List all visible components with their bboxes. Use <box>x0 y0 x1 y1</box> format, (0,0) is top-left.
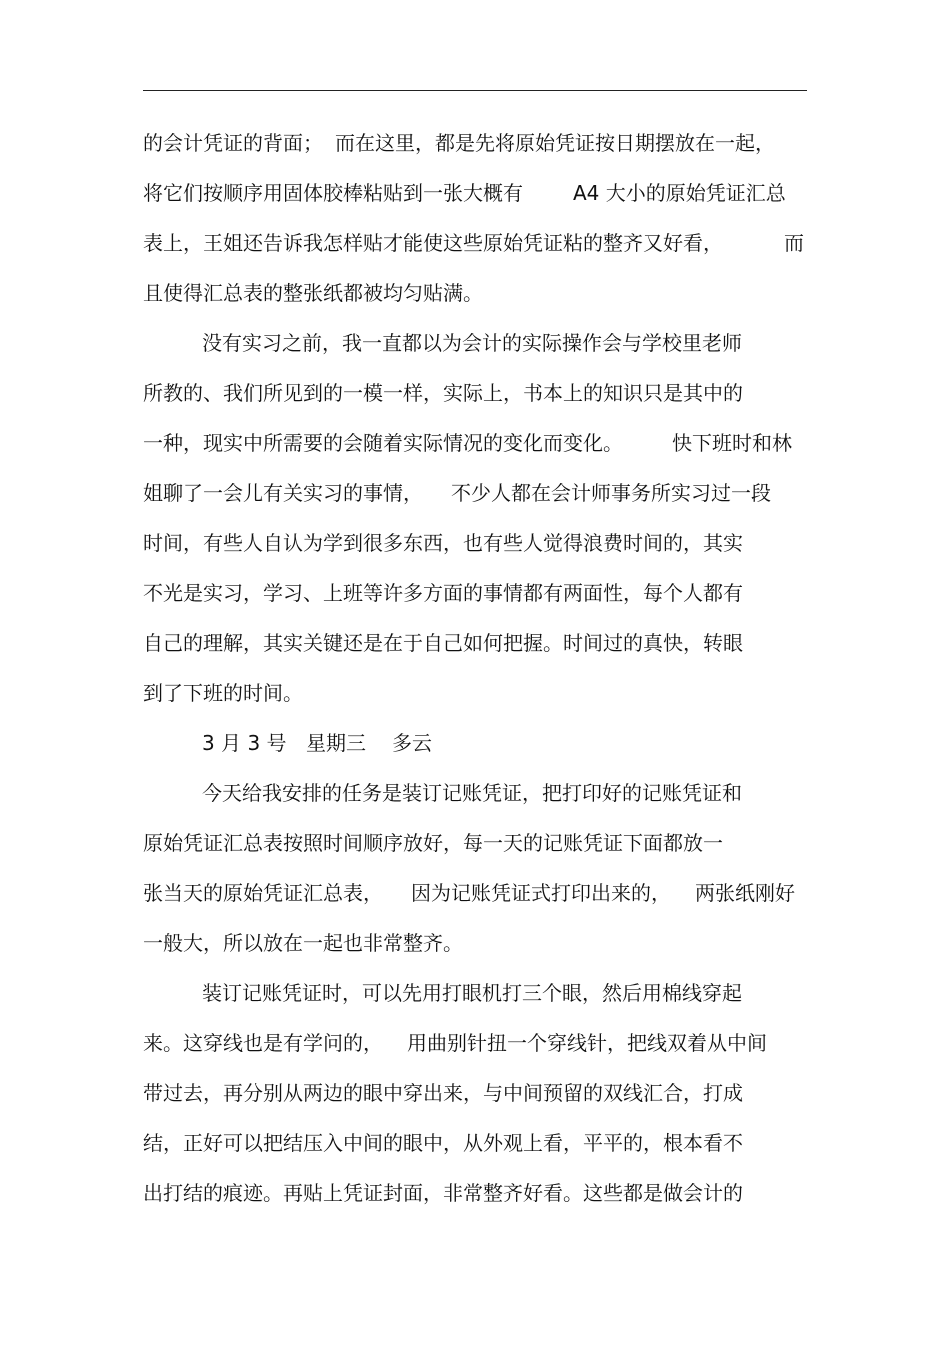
text-segment: 装订记账凭证时，可以先用打眼机打三个眼，然后用棉线穿起 <box>202 981 742 1005</box>
text-segment: 快下班时和林 <box>672 431 792 455</box>
text-segment: 来。这穿线也是有学问的， <box>143 1031 383 1055</box>
text-segment: 时间，有些人自认为学到很多东西，也有些人觉得浪费时间的，其实 <box>143 531 743 555</box>
text-line <box>0 978 950 1028</box>
text-line <box>0 778 950 828</box>
text-line <box>0 578 950 628</box>
text-segment: 原始凭证汇总表按照时间顺序放好，每一天的记账凭证下面都放一 <box>143 831 723 855</box>
text-line <box>0 478 950 528</box>
text-segment: 没有实习之前，我一直都以为会计的实际操作会与学校里老师 <box>202 331 742 355</box>
text-line <box>0 378 950 428</box>
text-line <box>0 928 950 978</box>
text-segment: 姐聊了一会儿有关实习的事情， <box>143 481 423 505</box>
text-segment: 而 <box>784 231 804 255</box>
text-segment: 所教的、我们所见到的一模一样，实际上，书本上的知识只是其中的 <box>143 381 743 405</box>
text-segment: 且使得汇总表的整张纸都被均匀贴满。 <box>143 281 483 305</box>
text-segment: A4 大小的原始凭证汇总 <box>573 181 786 205</box>
text-segment: 结，正好可以把结压入中间的眼中，从外观上看，平平的，根本看不 <box>143 1131 743 1155</box>
text-line <box>0 328 950 378</box>
text-segment: 的会计凭证的背面； <box>143 131 323 155</box>
text-line <box>0 878 950 928</box>
text-segment: 用曲别针扭一个穿线针，把线双着从中间 <box>407 1031 767 1055</box>
text-line <box>0 228 950 278</box>
text-segment: 张当天的原始凭证汇总表， <box>143 881 383 905</box>
text-segment: 表上，王姐还告诉我怎样贴才能使这些原始凭证粘的整齐又好看， <box>143 231 723 255</box>
text-segment: 出打结的痕迹。再贴上凭证封面，非常整齐好看。这些都是做会计的 <box>143 1181 743 1205</box>
text-line <box>0 528 950 578</box>
weather-text: 多云 <box>392 731 432 755</box>
text-segment: 今天给我安排的任务是装订记账凭证，把打印好的记账凭证和 <box>202 781 742 805</box>
date-text: 3 月 3 号 <box>202 731 287 755</box>
text-segment: 将它们按顺序用固体胶棒粘贴到一张大概有 <box>143 181 523 205</box>
text-line <box>0 278 950 328</box>
text-segment: 不少人都在会计师事务所实习过一段 <box>451 481 771 505</box>
text-line <box>0 628 950 678</box>
date-heading <box>0 728 950 778</box>
text-segment: 而在这里，都是先将原始凭证按日期摆放在一起， <box>335 131 775 155</box>
text-line <box>0 178 950 228</box>
text-line <box>0 1078 950 1128</box>
text-line <box>0 828 950 878</box>
text-line <box>0 1028 950 1078</box>
text-segment: 一种，现实中所需要的会随着实际情况的变化而变化。 <box>143 431 623 455</box>
text-line <box>0 1128 950 1178</box>
text-line <box>0 428 950 478</box>
text-segment: 一般大，所以放在一起也非常整齐。 <box>143 931 463 955</box>
text-segment: 因为记账凭证式打印出来的， <box>411 881 671 905</box>
text-segment: 不光是实习，学习、上班等许多方面的事情都有两面性，每个人都有 <box>143 581 743 605</box>
text-line <box>0 128 950 178</box>
header-rule <box>143 90 807 91</box>
text-line <box>0 1178 950 1228</box>
text-segment: 带过去，再分别从两边的眼中穿出来，与中间预留的双线汇合，打成 <box>143 1081 743 1105</box>
text-segment: 到了下班的时间。 <box>143 681 303 705</box>
text-line <box>0 678 950 728</box>
weekday-text: 星期三 <box>306 731 366 755</box>
text-segment: 自己的理解，其实关键还是在于自己如何把握。时间过的真快，转眼 <box>143 631 743 655</box>
text-segment: 两张纸刚好 <box>695 881 795 905</box>
